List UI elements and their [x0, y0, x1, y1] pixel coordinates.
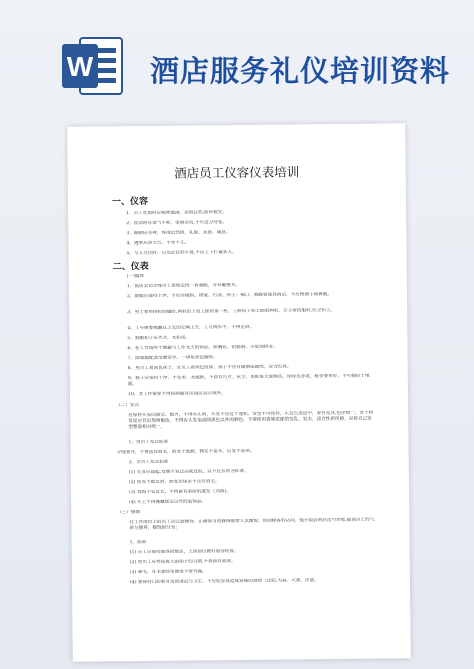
- text-line: 8、男员工着深色袜子，女员工着肉色丝袜，袜子不应有破洞或抽丝，应为长袜。: [127, 364, 292, 372]
- subheading: （三）修饰: [117, 510, 141, 516]
- text-paragraph: 在工作岗位上的员工应注意修饰，正确得当的修饰能给人以愉悦，得到顾客的认同，提升饭店的层次与形象,提高员工的气质与修养，修饰时分为：: [129, 517, 375, 532]
- text-line: (4) 要保持口腔和牙齿的清洁与卫生，不应吃容易造成异味的食物（比如:大蒜、大葱、洋葱。: [129, 578, 319, 586]
- subheading: 1、面部: [129, 539, 147, 546]
- document-page: [67, 123, 411, 662]
- banner-title: 酒店服务礼仪培训资料: [150, 54, 451, 88]
- text-line: (1) 长发应盘起,发梳不宜过高或过低，以不过衣领为标准。: [128, 468, 249, 476]
- text-line: (1) 员工应保持面容的整洁，上岗前应做好面容检查。: [129, 549, 239, 556]
- text-paragraph: 应保持头发的清洁、整齐，不得有头屑，头发不应过于蓬松，发型不可怪异，头发长度适中，要有光泽,色泽统一，发干和发尾应有出现两极色，不得有头发染成除黑色以外的颜色，不得使用香味浓郁的发乳、发水，适合性质风格，应将自己发型整着相对统一。: [128, 410, 374, 431]
- word-document-icon: [62, 36, 124, 96]
- text-line: 6、在工作场所不佩戴与工作无关的饰品，如胸花、钥匙链、小装饰物等。: [127, 344, 278, 352]
- text-line: 4、遇事从容大方，不卑不亢。: [126, 240, 190, 247]
- text-line: 9、鞋子应保持干净、不变形、无破损，不得有污点、灰尘，皮鞋每天要擦拭，保持光泽度，鞋带要系好，不可拖拉于地面。: [127, 373, 370, 388]
- svg-text:W: W: [66, 51, 94, 82]
- text-line: 分缝要齐，不得盖住眉毛，前发不盖额，侧发不盖耳，后发不盖领。: [116, 448, 255, 456]
- text-line: 4、工号牌要佩戴在上衣的左胸上方，工号牌水平，不得歪斜。: [127, 324, 255, 332]
- text-line: (2) 男员工应养成每天刮胡子的习惯,不得留有胡须。: [129, 559, 236, 566]
- section-heading-attire: 二、仪表: [112, 261, 149, 273]
- text-line: 3、男士着单排扣西服时,两粒扣子扣上面的第一粒，三粒扣子扣上面的两粒，女士着西服时,应全扣上。: [127, 307, 336, 316]
- subheading: （二）发式: [116, 403, 140, 409]
- subheading: 2、女员工发式标准: [128, 459, 169, 466]
- text-line: (3) 鼻毛，耳毛要经常修剪不得外露。: [129, 569, 207, 576]
- banner: [0, 0, 474, 120]
- text-line: 10、非工作需要不得将制服穿出饭店店区域外。: [127, 391, 226, 398]
- section-heading-appearance: 一、仪容: [111, 196, 149, 208]
- text-line: (2) 短发不能过肩，面发应保证不压住眉毛。: [128, 479, 220, 486]
- document-title: 酒店员工仪容仪表培训: [174, 164, 300, 181]
- text-line: 2、制服应保持干净，不应有破损、褶皱、污渍，领子、袖口，裤脚要保持清洁，不应挽袖子或裤腿。: [126, 292, 333, 300]
- text-line: 7、除制服配套用腰带外，一律系黑色腰带。: [127, 355, 218, 362]
- text-line: 5、制服扣子应齐全，无松动。: [127, 335, 191, 342]
- text-line: 2、说话时应语气平和，语调亲切,不可过分夸张。: [126, 220, 228, 227]
- subheading: (一)服饰: [126, 273, 145, 280]
- text-line: 3、眼睛应有神，体现出热情、礼貌、友善、诚恳。: [126, 230, 231, 237]
- text-line: (3) 刘海不宜过长，不得留有眉前的遮发（刘海)。: [129, 489, 231, 496]
- text-line: 1、员工在岗时应精神饱满，表情自然,面带微笑。: [126, 210, 228, 217]
- text-line: 5、与人交往时，目光应自然平视,不应上下打量客人。: [126, 250, 237, 257]
- subheading: 1、男员工发式标准: [128, 439, 169, 446]
- text-line: (4) 头上不得佩戴规定以外的装饰品。: [129, 499, 207, 506]
- text-line: 1、饭店公司全体员工按规定统一着制服，并穿戴整齐。: [126, 282, 241, 290]
